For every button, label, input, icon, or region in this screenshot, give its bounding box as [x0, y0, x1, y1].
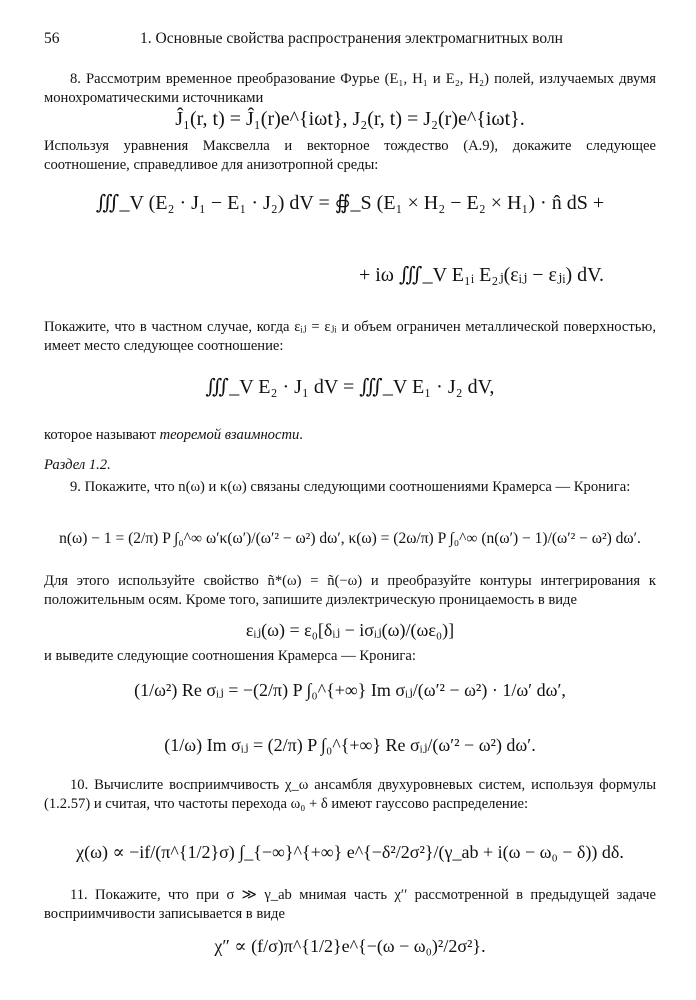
- problem-9-text3: и выведите следующие соотношения Крамерса — Кронига:: [44, 648, 416, 664]
- problem-9-intro: 9. Покажите, что n(ω) и κ(ω) связаны следующими соотношениями Крамерса — Кронига:: [70, 479, 631, 495]
- running-title: 1. Основные свойства распространения электромагнитных волн: [140, 30, 563, 47]
- problem-8-text3: Покажите, что в частном случае, когда εᵢⱼ = εⱼᵢ и объем ограничен металлической поверхностью, имеет место следующее соотношение:: [44, 319, 656, 354]
- problem-8-intro: 8. Рассмотрим временное преобразование Фурье (E₁, H₁ и E₂, H₂) полей, излучаемых двумя монохроматическими источниками: [44, 71, 656, 106]
- equation-kramers-kronig-n-kappa: n(ω) − 1 = (2/π) P ∫₀^∞ ω′κ(ω′)/(ω′² − ω²) dω′, κ(ω) = (2ω/π) P ∫₀^∞ (n(ω′) − 1)/(ω′² − ω²) dω′.: [59, 530, 641, 547]
- problem-11-text: 11. Покажите, что при σ ≫ γ_ab мнимая часть χ′′ рассмотренной в предыдущей задаче восприимчивости записывается в виде: [44, 887, 656, 922]
- reciprocity-theorem-term: теоремой взаимности: [159, 427, 300, 443]
- problem-8-text4: [44, 426, 656, 445]
- equation-reciprocity: ∭_V E₂ · J₁ dV = ∭_V E₁ · J₂ dV,: [205, 376, 495, 398]
- problem-10-text: 10. Вычислите восприимчивость χ_ω ансамбля двухуровневых систем, используя формулы (1.2.57) и считая, что частоты перехода ω₀ + δ имеют гауссово распределение:: [44, 777, 656, 812]
- equation-re-sigma: (1/ω²) Re σᵢⱼ = −(2/π) P ∫₀^{+∞} Im σᵢⱼ/(ω′² − ω²) · 1/ω′ dω′,: [134, 680, 566, 700]
- problem-9-text2: Для этого используйте свойство ñ*(ω) = ñ(−ω) и преобразуйте контуры интегрирования к положительным осям. Кроме того, запишите диэлектрическую проницаемость в виде: [44, 573, 656, 608]
- problem-8-text4-prefix: которое называют: [44, 427, 160, 443]
- page-number: 56: [44, 30, 60, 47]
- equation-main-line1: ∭_V (E₂ · J₁ − E₁ · J₂) dV = ∯_S (E₁ × H₂ − E₂ × H₁) · n̂ dS +: [95, 192, 605, 214]
- equation-im-sigma: (1/ω) Im σᵢⱼ = (2/π) P ∫₀^{+∞} Re σᵢⱼ/(ω′² − ω²) dω′.: [164, 735, 536, 755]
- problem-8-text2: Используя уравнения Максвелла и векторное тождество (A.9), докажите следующее соотношение, справедливое для анизотропной среды:: [44, 138, 656, 173]
- running-header: [44, 30, 656, 50]
- equation-chi-double-prime: χ″ ∝ (f/σ)π^{1/2}e^{−(ω − ω₀)²/2σ²}.: [214, 936, 486, 956]
- equation-sources: Ĵ₁(r, t) = Ĵ₁(r)e^{iωt}, J₂(r, t) = J₂(r)e^{iωt}.: [175, 108, 525, 130]
- problem-8-text4-suffix: .: [299, 427, 303, 443]
- section-label: Раздел 1.2.: [44, 457, 111, 473]
- equation-chi: χ(ω) ∝ −if/(π^{1/2}σ) ∫_{−∞}^{+∞} e^{−δ²/2σ²}/(γ_ab + i(ω − ω₀ − δ)) dδ.: [76, 842, 624, 862]
- equation-main-line2: + iω ∭_V E₁ᵢ E₂ⱼ(εᵢⱼ − εⱼᵢ) dV.: [358, 264, 604, 286]
- equation-epsilon: εᵢⱼ(ω) = ε₀[δᵢⱼ − iσᵢⱼ(ω)/(ωε₀)]: [245, 620, 455, 640]
